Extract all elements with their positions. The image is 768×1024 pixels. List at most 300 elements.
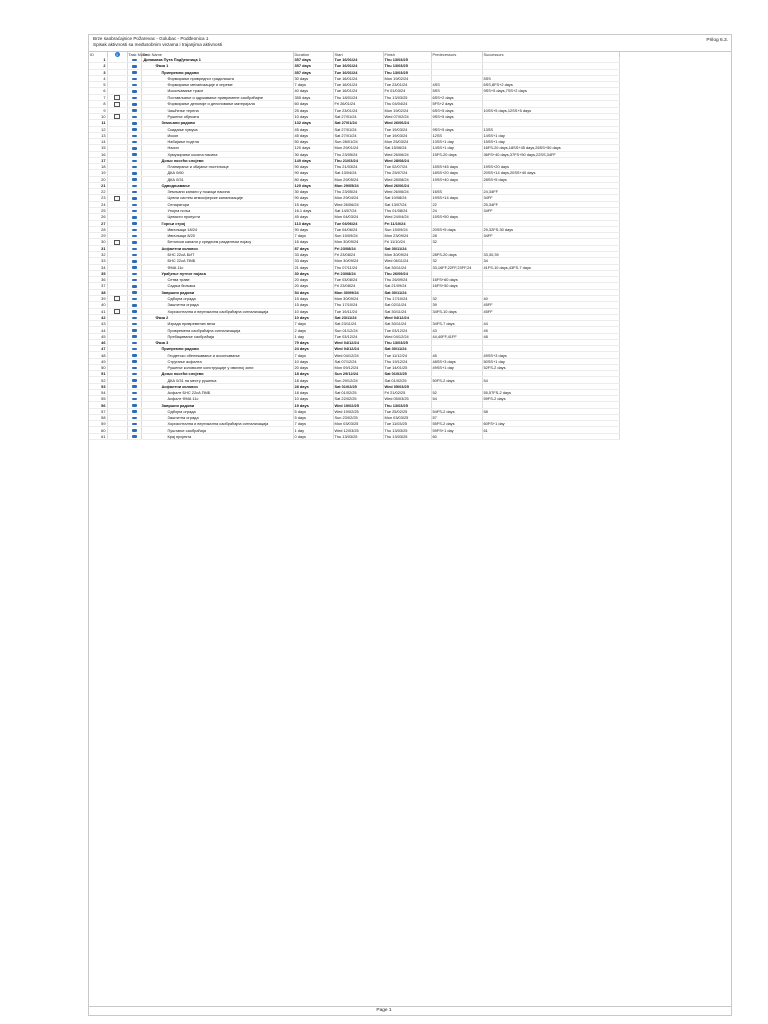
task-start[interactable]: Sat 13/04/24 — [333, 170, 383, 176]
task-duration[interactable]: 120 days — [293, 145, 333, 151]
task-finish[interactable]: Wed 28/08/24 — [383, 176, 431, 182]
task-name[interactable]: Насип — [141, 145, 293, 151]
task-duration[interactable]: 90 days — [293, 164, 333, 170]
task-finish[interactable]: Fri 01/03/24 — [383, 88, 431, 94]
task-successors[interactable]: 60FS+1 day — [482, 421, 619, 427]
task-duration[interactable]: 54 days — [293, 289, 333, 295]
task-predecessors[interactable]: 57 — [431, 414, 482, 420]
task-name[interactable]: ДКА 0/31 — [141, 176, 293, 182]
task-name[interactable]: ДКА 0/60 — [141, 170, 293, 176]
task-finish[interactable]: Tue 19/03/24 — [383, 132, 431, 138]
task-start[interactable]: Sat 27/01/24 — [333, 120, 383, 126]
task-duration[interactable]: 87 days — [293, 245, 333, 251]
task-duration[interactable]: 10 days — [293, 396, 333, 402]
task-name[interactable]: Исколчавање трасе — [141, 88, 293, 94]
task-start[interactable]: Sat 01/02/25 — [333, 389, 383, 395]
task-duration[interactable]: 24 days — [293, 346, 333, 352]
task-name[interactable]: Формирање привредног градилишта — [141, 75, 293, 81]
task-duration[interactable]: 25 days — [293, 107, 333, 113]
task-predecessors[interactable]: 50FS-2 days — [431, 377, 482, 383]
task-start[interactable]: Fri 23/08/24 — [333, 245, 383, 251]
task-predecessors[interactable]: 6SS+2 days — [431, 94, 482, 100]
task-successors[interactable]: 44 — [482, 321, 619, 327]
task-duration[interactable]: 20 days — [293, 277, 333, 283]
task-name[interactable]: Геодетско обележавање и исколчавање — [141, 352, 293, 358]
task-successors[interactable] — [482, 433, 619, 439]
task-start[interactable]: Sat 22/02/25 — [333, 396, 383, 402]
task-finish[interactable]: Thu 13/03/25 — [383, 433, 431, 439]
task-duration[interactable]: 5 days — [293, 408, 333, 414]
task-predecessors[interactable]: 20SS+5 days — [431, 226, 482, 232]
column-header-task-mode[interactable]: Task Mode — [128, 52, 148, 57]
task-name[interactable]: Горњи строј — [141, 220, 293, 226]
task-name[interactable]: Ископ — [141, 132, 293, 138]
task-start[interactable]: Wed 26/06/24 — [333, 201, 383, 207]
task-finish[interactable]: Tue 23/01/24 — [383, 82, 431, 88]
task-predecessors[interactable]: 48SS+3 days — [431, 358, 482, 364]
task-name[interactable]: Формирање депоније и депоновање материјала — [141, 101, 293, 107]
task-name[interactable]: Набијање подтла — [141, 139, 293, 145]
task-duration[interactable]: 15 days — [293, 295, 333, 301]
task-name[interactable]: Одбојна ограда — [141, 408, 293, 414]
task-finish[interactable]: Sat 30/11/24 — [383, 245, 431, 251]
task-name[interactable]: Упојна поља — [141, 208, 293, 214]
task-successors[interactable]: 29,32FS-30 days — [482, 226, 619, 232]
task-predecessors[interactable]: 43 — [431, 327, 482, 333]
task-start[interactable]: Fri 23/08/24 — [333, 283, 383, 289]
task-finish[interactable]: Thu 25/07/24 — [383, 170, 431, 176]
task-finish[interactable]: Tue 19/03/24 — [383, 126, 431, 132]
task-predecessors[interactable]: 4SS — [431, 82, 482, 88]
task-finish[interactable]: Tue 02/07/24 — [383, 164, 431, 170]
task-predecessors[interactable]: 52 — [431, 389, 482, 395]
note-icon[interactable] — [114, 102, 120, 107]
task-start[interactable]: Thu 07/11/24 — [333, 264, 383, 270]
task-name[interactable]: Асфалт ФМА 11с — [141, 396, 293, 402]
task-predecessors[interactable]: 34FS-10 days — [431, 308, 482, 314]
task-start[interactable]: Sat 07/12/24 — [333, 358, 383, 364]
task-finish[interactable]: Wed 06/11/24 — [383, 258, 431, 264]
column-header-task-name[interactable]: Task Name — [141, 52, 293, 57]
task-duration[interactable]: 18 days — [293, 389, 333, 395]
task-finish[interactable]: Thu 01/08/24 — [383, 208, 431, 214]
task-start[interactable]: Sun 23/02/25 — [333, 414, 383, 420]
task-duration[interactable]: 90 days — [293, 170, 333, 176]
task-duration[interactable]: 355 days — [293, 94, 333, 100]
task-name[interactable]: Постављање и одржавање привремене саобраћајне — [141, 94, 293, 100]
task-start[interactable]: Sun 29/12/24 — [333, 377, 383, 383]
task-predecessors[interactable]: 19SS+40 days — [431, 176, 482, 182]
task-name[interactable]: Хоризонтална и вертикална саобраћајна сигнализација — [141, 421, 293, 427]
task-name[interactable]: Ивичњаци 8/20 — [141, 233, 293, 239]
task-duration[interactable]: 7 days — [293, 321, 333, 327]
task-successors[interactable]: 14SS+1 day — [482, 132, 619, 138]
task-finish[interactable]: Wed 28/08/24 — [383, 157, 431, 163]
task-predecessors[interactable]: 14SS+1 day — [431, 145, 482, 151]
task-start[interactable]: Mon 29/01/24 — [333, 145, 383, 151]
task-name[interactable]: Привремена саобраћајна сигнализација — [141, 327, 293, 333]
task-start[interactable]: Wed 19/02/25 — [333, 408, 383, 414]
task-start[interactable]: Mon 30/09/24 — [333, 289, 383, 295]
task-successors[interactable]: 20SS+14 days,20SS+40 days — [482, 170, 619, 176]
task-start[interactable]: Fri 26/01/24 — [333, 101, 383, 107]
task-name[interactable]: Асфалт БНС 22сА ПМБ — [141, 389, 293, 395]
task-predecessors[interactable]: 16FS+50 days — [431, 283, 482, 289]
task-successors[interactable]: 5SS — [482, 75, 619, 81]
task-duration[interactable]: 7 days — [293, 233, 333, 239]
task-name[interactable]: Садња биљака — [141, 283, 293, 289]
task-predecessors[interactable]: 54 — [431, 396, 482, 402]
task-successors[interactable]: 33,30,39 — [482, 252, 619, 258]
task-finish[interactable]: Sat 21/09/24 — [383, 283, 431, 289]
task-predecessors[interactable]: 15FS-20 days — [431, 151, 482, 157]
task-duration[interactable]: 79 days — [293, 339, 333, 345]
task-finish[interactable]: Tue 11/12/24 — [383, 352, 431, 358]
task-start[interactable]: Sat 23/11/24 — [333, 321, 383, 327]
task-finish[interactable]: Thu 26/09/24 — [383, 270, 431, 276]
task-start[interactable]: Thu 21/03/24 — [333, 157, 383, 163]
task-name[interactable]: Асфалтни коловоз — [141, 383, 293, 389]
task-name[interactable]: Хумузирање косина насипа — [141, 151, 293, 157]
task-successors[interactable]: 61 — [482, 427, 619, 433]
task-finish[interactable]: Fri 11/10/24 — [383, 220, 431, 226]
task-start[interactable]: Thu 17/10/24 — [333, 302, 383, 308]
task-predecessors[interactable]: 34FS-7 days — [431, 321, 482, 327]
task-name[interactable]: Доњи носећи слојеви — [141, 371, 293, 377]
task-name[interactable]: Бетонски канали у средњем разделном појасу — [141, 239, 293, 245]
task-start[interactable]: Thu 23/05/24 — [333, 151, 383, 157]
task-predecessors[interactable]: 28 — [431, 233, 482, 239]
task-duration[interactable]: 1 day — [293, 427, 333, 433]
task-duration[interactable]: 20 days — [293, 364, 333, 370]
task-name[interactable]: Доњи носећи слојеви — [141, 157, 293, 163]
task-duration[interactable]: 20 days — [293, 283, 333, 289]
task-start[interactable]: Mon 30/09/24 — [333, 295, 383, 301]
task-finish[interactable]: Thu 17/10/24 — [383, 295, 431, 301]
task-successors[interactable]: 34 — [482, 258, 619, 264]
column-header-duration[interactable]: Duration — [293, 52, 333, 57]
task-successors[interactable]: 52FS-2 days — [482, 364, 619, 370]
task-successors[interactable]: 58 — [482, 408, 619, 414]
task-successors[interactable]: 13SS — [482, 126, 619, 132]
task-start[interactable]: Fri 23/08/24 — [333, 270, 383, 276]
task-successors[interactable]: 25,34FF — [482, 201, 619, 207]
task-name[interactable]: Рушење коловозне конструкције у ивичној зони — [141, 364, 293, 370]
task-finish[interactable]: Thu 04/04/24 — [383, 101, 431, 107]
task-start[interactable]: Sun 29/12/24 — [333, 371, 383, 377]
task-predecessors[interactable]: 33,16FF,22FF,23FF,24 — [431, 264, 482, 270]
task-start[interactable]: Thu 21/03/24 — [333, 164, 383, 170]
task-name[interactable]: Ивичњаци 18/24 — [141, 226, 293, 232]
task-start[interactable]: Wed 12/03/25 — [333, 427, 383, 433]
task-finish[interactable]: Sat 13/07/24 — [383, 201, 431, 207]
task-start[interactable]: Tue 19/11/24 — [333, 308, 383, 314]
task-finish[interactable]: Wed 26/06/24 — [383, 189, 431, 195]
task-duration[interactable]: 5 days — [293, 414, 333, 420]
task-finish[interactable]: Tue 25/02/25 — [383, 408, 431, 414]
task-successors[interactable]: 40 — [482, 295, 619, 301]
task-name[interactable]: Фаза 2 — [141, 314, 293, 320]
task-name[interactable]: Сепаратори — [141, 201, 293, 207]
task-successors[interactable]: 34FF — [482, 208, 619, 214]
task-predecessors[interactable]: 49SS+1 day — [431, 364, 482, 370]
task-name[interactable]: Припремни радови — [141, 346, 293, 352]
task-name[interactable]: Цевасти пропусти — [141, 214, 293, 220]
task-finish[interactable]: Thu 13/03/25 — [383, 402, 431, 408]
task-finish[interactable]: Wed 24/04/24 — [383, 214, 431, 220]
column-header-predecessors[interactable]: Predecessors — [431, 52, 482, 57]
task-duration[interactable]: 30 days — [293, 75, 333, 81]
task-duration[interactable]: 40 days — [293, 88, 333, 94]
task-finish[interactable]: Wed 05/03/25 — [383, 383, 431, 389]
task-predecessors[interactable]: 15SS+45 days — [431, 164, 482, 170]
task-name[interactable]: Асфалтни коловоз — [141, 245, 293, 251]
task-start[interactable]: Sat 27/01/24 — [333, 132, 383, 138]
task-successors[interactable]: 45 — [482, 327, 619, 333]
task-name[interactable]: Пуштање саобраћаја — [141, 427, 293, 433]
task-predecessors[interactable]: 45 — [431, 352, 482, 358]
task-duration[interactable]: 21 days — [293, 264, 333, 270]
task-successors[interactable]: 9SS+5 days,7SS+2 days — [482, 88, 619, 94]
task-finish[interactable]: Thu 13/03/25 — [383, 94, 431, 100]
task-predecessors[interactable]: 32 — [431, 258, 482, 264]
task-finish[interactable]: Tue 03/12/24 — [383, 327, 431, 333]
task-start[interactable]: Tue 16/01/24 — [333, 63, 383, 69]
task-finish[interactable]: Mon 23/09/24 — [383, 233, 431, 239]
task-finish[interactable]: Mon 30/09/24 — [383, 252, 431, 258]
task-name[interactable]: Израда привремених веза — [141, 321, 293, 327]
task-successors[interactable]: 15SS+1 day — [482, 139, 619, 145]
task-predecessors[interactable]: 54FS-2 days — [431, 408, 482, 414]
task-start[interactable]: Wed 04/12/24 — [333, 346, 383, 352]
task-duration[interactable]: 30 days — [293, 151, 333, 157]
task-duration[interactable]: 132 days — [293, 120, 333, 126]
task-finish[interactable]: Wed 05/03/25 — [383, 396, 431, 402]
task-predecessors[interactable]: 9SS+5 days — [431, 126, 482, 132]
task-successors[interactable]: 55,57FS-2 days — [482, 389, 619, 395]
task-successors[interactable]: 54 — [482, 377, 619, 383]
task-finish[interactable]: Mon 25/03/24 — [383, 139, 431, 145]
task-predecessors[interactable]: 18SS+20 days — [431, 170, 482, 176]
task-start[interactable]: Wed 04/12/24 — [333, 339, 383, 345]
task-finish[interactable]: Wed 04/12/24 — [383, 333, 431, 339]
task-finish[interactable]: Sat 02/11/24 — [383, 302, 431, 308]
task-finish[interactable]: Sun 15/09/24 — [383, 226, 431, 232]
task-start[interactable]: Sat 01/02/25 — [333, 383, 383, 389]
task-finish[interactable]: Sat 01/02/25 — [383, 377, 431, 383]
task-name[interactable]: БНС 22сА БИТ — [141, 252, 293, 258]
task-successors[interactable]: 41FS-10 days,43FS-7 days — [482, 264, 619, 270]
task-successors[interactable]: 50SS+1 day — [482, 358, 619, 364]
task-predecessors[interactable]: 55FS-2 days — [431, 421, 482, 427]
task-duration[interactable]: 120 days — [293, 182, 333, 188]
task-finish[interactable]: Sat 30/11/24 — [383, 308, 431, 314]
task-finish[interactable]: Sat 30/11/24 — [383, 264, 431, 270]
task-name[interactable]: Заштитна ограда — [141, 414, 293, 420]
task-name[interactable]: Планирање и збијање постељице — [141, 164, 293, 170]
task-duration[interactable]: 7 days — [293, 352, 333, 358]
task-name[interactable]: Земљани радови — [141, 120, 293, 126]
task-start[interactable]: Mon 03/03/25 — [333, 421, 383, 427]
note-icon[interactable] — [114, 309, 120, 314]
task-finish[interactable]: Sat 30/11/24 — [383, 289, 431, 295]
task-predecessors[interactable]: 32 — [431, 239, 482, 245]
task-successors[interactable]: 6SS,8FS+2 days — [482, 82, 619, 88]
task-duration[interactable]: 45 days — [293, 132, 333, 138]
task-predecessors[interactable]: 15SS+50 days — [431, 214, 482, 220]
task-start[interactable]: Thu 18/01/24 — [333, 94, 383, 100]
task-predecessors[interactable]: 60 — [431, 433, 482, 439]
task-duration[interactable]: 28 days — [293, 383, 333, 389]
task-duration[interactable]: 18 days — [293, 371, 333, 377]
column-header-start[interactable]: Start — [333, 52, 383, 57]
task-start[interactable]: Tue 16/01/24 — [333, 75, 383, 81]
task-start[interactable]: Mon 30/09/24 — [333, 258, 383, 264]
task-duration[interactable]: 16.1 days — [293, 208, 333, 214]
task-name[interactable]: Завршни радови — [141, 289, 293, 295]
task-successors[interactable]: 59FS-2 days — [482, 396, 619, 402]
task-duration[interactable]: 15 days — [293, 201, 333, 207]
task-start[interactable]: Sat 14/07/24 — [333, 208, 383, 214]
task-start[interactable]: Tue 03/08/24 — [333, 277, 383, 283]
task-duration[interactable]: 7 days — [293, 421, 333, 427]
task-finish[interactable]: Thu 13/03/25 — [383, 427, 431, 433]
task-name[interactable]: Рушење објеката — [141, 113, 293, 119]
task-duration[interactable]: 357 days — [293, 69, 333, 75]
task-successors[interactable]: 28SS+5 days — [482, 176, 619, 182]
task-finish[interactable]: Mon 19/02/24 — [383, 75, 431, 81]
task-finish[interactable]: Tue 14/01/25 — [383, 364, 431, 370]
task-duration[interactable]: 7 days — [293, 82, 333, 88]
task-successors[interactable]: 19SS+20 days — [482, 164, 619, 170]
task-predecessors[interactable]: 19SS+14 days — [431, 195, 482, 201]
task-name[interactable]: Одбојна ограда — [141, 295, 293, 301]
task-predecessors[interactable]: 9SS+5 days — [431, 113, 482, 119]
task-start[interactable]: Sat 23/11/24 — [333, 314, 383, 320]
task-start[interactable]: Tue 16/01/24 — [333, 88, 383, 94]
task-successors[interactable]: 34FF — [482, 195, 619, 201]
task-start[interactable]: Thu 23/05/24 — [333, 189, 383, 195]
task-finish[interactable]: Thu 13/03/25 — [383, 57, 431, 63]
task-successors[interactable]: 10SS+5 days,12SS+5 days — [482, 107, 619, 113]
column-header-successors[interactable]: Successors — [482, 52, 619, 57]
task-start[interactable]: Sun 15/09/24 — [333, 233, 383, 239]
task-start[interactable]: Tue 03/12/24 — [333, 333, 383, 339]
task-name[interactable]: Фаза 1 — [141, 63, 293, 69]
task-predecessors[interactable]: 59FS+1 day — [431, 427, 482, 433]
task-finish[interactable]: Thu 13/03/25 — [383, 339, 431, 345]
task-start[interactable]: Mon 09/12/24 — [333, 364, 383, 370]
task-predecessors[interactable]: 13SS+1 day — [431, 139, 482, 145]
note-icon[interactable] — [114, 296, 120, 301]
task-duration[interactable]: 10 days — [293, 358, 333, 364]
task-start[interactable]: Mon 29/05/24 — [333, 176, 383, 182]
note-icon[interactable] — [114, 95, 120, 100]
task-start[interactable]: Wed 04/12/24 — [333, 352, 383, 358]
task-start[interactable]: Sat 27/01/24 — [333, 113, 383, 119]
task-duration[interactable]: 90 days — [293, 195, 333, 201]
task-finish[interactable]: Thu 13/03/25 — [383, 69, 431, 75]
task-finish[interactable]: Wed 07/02/24 — [383, 113, 431, 119]
task-successors[interactable]: 36FS+40 days,37FS+50 days,22SS,34FF — [482, 151, 619, 157]
task-successors[interactable]: 45FF — [482, 302, 619, 308]
note-icon[interactable] — [114, 114, 120, 119]
task-duration[interactable]: 30 days — [293, 189, 333, 195]
task-finish[interactable]: Mon 03/03/25 — [383, 414, 431, 420]
task-predecessors[interactable]: 12SS — [431, 132, 482, 138]
task-duration[interactable]: 33 days — [293, 258, 333, 264]
note-icon[interactable] — [114, 196, 120, 201]
task-name[interactable]: Динамика Пута Подђеоница 1 — [141, 57, 293, 63]
task-start[interactable]: Mon 30/09/24 — [333, 239, 383, 245]
column-header-finish[interactable]: Finish — [383, 52, 431, 57]
task-name[interactable]: Стругање асфалта — [141, 358, 293, 364]
task-duration[interactable]: 2 days — [293, 327, 333, 333]
task-finish[interactable]: Tue 11/03/25 — [383, 421, 431, 427]
task-finish[interactable]: Fri 11/10/24 — [383, 239, 431, 245]
task-duration[interactable]: 0 days — [293, 433, 333, 439]
task-start[interactable]: Fri 23/08/24 — [333, 252, 383, 258]
task-row[interactable] — [89, 433, 619, 439]
task-start[interactable]: Mon 29/05/24 — [333, 182, 383, 188]
task-successors[interactable]: 49SS+3 days — [482, 352, 619, 358]
task-duration[interactable]: 357 days — [293, 63, 333, 69]
task-duration[interactable]: 33 days — [293, 252, 333, 258]
task-duration[interactable]: 18 days — [293, 377, 333, 383]
task-start[interactable]: Wed 19/02/25 — [333, 402, 383, 408]
task-name[interactable]: Цевни систем атмосферске канализације — [141, 195, 293, 201]
task-predecessors[interactable]: 39 — [431, 302, 482, 308]
task-duration[interactable]: 90 days — [293, 226, 333, 232]
task-finish[interactable]: Sat 10/08/24 — [383, 195, 431, 201]
task-duration[interactable]: 45 days — [293, 214, 333, 220]
task-start[interactable]: Tue 16/01/24 — [333, 69, 383, 75]
task-duration[interactable]: 45 days — [293, 126, 333, 132]
note-icon[interactable] — [114, 240, 120, 245]
task-name[interactable]: Чишћење терена — [141, 107, 293, 113]
task-finish[interactable]: Thu 13/03/25 — [383, 63, 431, 69]
task-successors[interactable]: 48 — [482, 333, 619, 339]
task-finish[interactable]: Wed 26/06/24 — [383, 182, 431, 188]
task-predecessors[interactable]: 28FS-20 days — [431, 252, 482, 258]
task-name[interactable]: Припремни радови — [141, 69, 293, 75]
task-finish[interactable]: Sat 01/02/25 — [383, 371, 431, 377]
task-name[interactable]: ФМА 11с — [141, 264, 293, 270]
task-successors[interactable]: 16FS-20 days,18SS+45 days,26SS+50 days — [482, 145, 619, 151]
task-name[interactable]: Одводњавање — [141, 182, 293, 188]
task-start[interactable]: Sun 01/12/24 — [333, 327, 383, 333]
task-successors[interactable]: 45FF — [482, 308, 619, 314]
task-start[interactable]: Tue 16/01/24 — [333, 57, 383, 63]
task-duration[interactable]: 10 days — [293, 308, 333, 314]
task-row[interactable] — [89, 151, 619, 157]
task-name[interactable]: Завршни радови — [141, 402, 293, 408]
task-finish[interactable]: Thu 19/12/24 — [383, 358, 431, 364]
task-start[interactable]: Mon 04/03/24 — [333, 214, 383, 220]
task-start[interactable]: Tue 16/01/24 — [333, 82, 383, 88]
task-row[interactable] — [89, 145, 619, 151]
task-predecessors[interactable]: 32 — [431, 295, 482, 301]
task-start[interactable]: Tue 04/06/24 — [333, 220, 383, 226]
task-predecessors[interactable]: 5SS — [431, 88, 482, 94]
task-successors[interactable]: 24,34FF — [482, 189, 619, 195]
task-predecessors[interactable]: 44,40FF,41FF — [431, 333, 482, 339]
task-name[interactable]: Фаза 3 — [141, 339, 293, 345]
task-duration[interactable]: 357 days — [293, 57, 333, 63]
column-header-id[interactable]: ID — [89, 52, 107, 57]
task-predecessors[interactable]: 22 — [431, 201, 482, 207]
task-name[interactable]: Урађење путног појаса — [141, 270, 293, 276]
